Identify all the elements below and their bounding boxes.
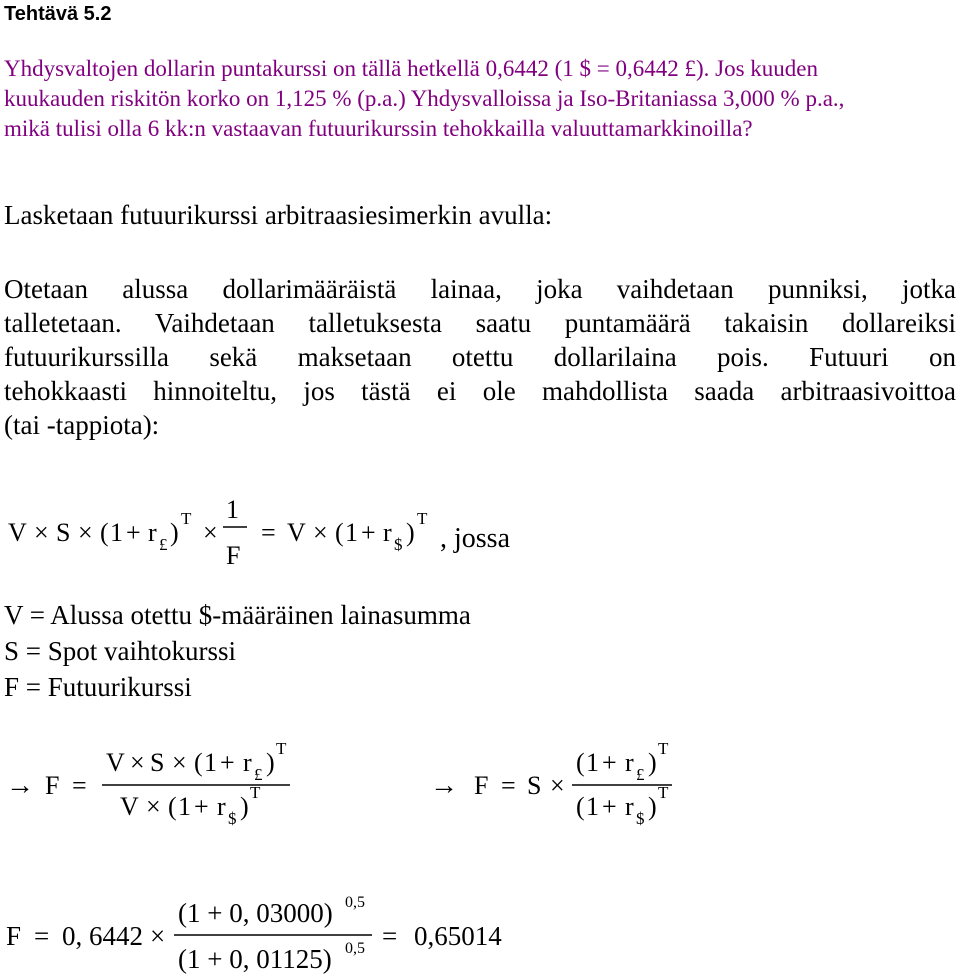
task-line: Yhdysvaltojen dollarin puntakurssi on tällä hetkellä 0,6442 (1 $ = 0,6442 £). Jos kuuden [4,56,819,81]
eq1-suffix: , jossa [440,523,510,554]
eq2-r: r [217,792,226,821]
eq1-pound-sub: £ [159,535,168,554]
eq3-num-exp: 0,5 [345,894,365,911]
eq1-frac-den: F [226,541,241,570]
eq1-close: ) [170,518,179,547]
eq1-close: ) [406,518,415,547]
paragraph-line: futuurikurssilla sekä maksetaan otettu dollarilaina pois. Futuuri on [4,342,956,372]
eq2b-f: F [474,771,489,800]
eq1-exp: T [417,509,428,528]
eq3-times: × [150,921,166,951]
eq2b-plus: + [602,748,617,777]
eq1-times: × [78,518,93,547]
eq1-one: 1 [345,518,358,547]
paragraph-line: talletetaan. Vaihdetaan talletuksesta saatu puntamäärä takaisin dollareiksi [4,308,956,338]
eq1-v: V [287,518,306,547]
task-line: kuukauden riskitön korko on 1,125 % (p.a.) Yhdysvalloissa ja Iso-Britaniassa 3,000 % p.a., [4,86,845,111]
eq2b-r: r [625,748,634,777]
eq2b-open: ( [576,792,585,821]
eq1-s: S [56,518,71,547]
eq1-frac-num: 1 [226,495,239,524]
eq1-r: r [383,518,392,547]
eq1-open: ( [335,518,344,547]
eq2b-r: r [625,792,634,821]
eq2-exp: T [276,739,287,758]
eq1-open: ( [100,518,109,547]
eq2-open: ( [194,748,203,777]
eq2b-close: ) [648,792,657,821]
eq2b-s: S [527,771,542,800]
definition-s: S = Spot vaihtokurssi [4,636,237,666]
eq3-den-exp: 0,5 [345,940,365,957]
derivation-step-2 [430,739,672,828]
eq2-open: ( [168,792,177,821]
eq1-exp: T [181,509,192,528]
eq2b-close: ) [648,748,657,777]
eq2b-pound-sub: £ [636,765,645,784]
eq2b-exp: T [658,783,669,802]
eq1-v: V [8,518,27,547]
eq2b-one: 1 [586,792,599,821]
eq1-times: × [203,518,218,547]
page-title: Tehtävä 5.2 [4,3,112,25]
eq2-eq: = [72,771,87,800]
eq2-one: 1 [178,792,191,821]
eq2-times: × [130,748,145,777]
eq2-f: F [45,771,60,800]
eq3-eq: = [382,921,398,951]
eq1-plus: + [361,518,376,547]
eq2b-open: ( [576,748,585,777]
eq3-numerator: (1 + 0, 03000) [178,898,333,928]
eq1-times: × [313,518,328,547]
eq2b-one: 1 [586,748,599,777]
arbitrage-equation [8,495,511,570]
task-line: mikä tulisi olla 6 kk:n vastaavan futuurikurssin tehokkailla valuuttamarkkinoilla? [4,116,753,141]
eq3-eq: = [34,921,50,951]
paragraph-line: tehokkaasti hinnoiteltu, jos tästä ei ole mahdollista saada arbitraasivoittoa [4,376,956,406]
arrow-icon: → [6,770,34,801]
eq2-times: × [172,748,187,777]
eq1-eq: = [261,518,276,547]
eq2-plus: + [194,792,209,821]
eq3-spot: 0, 6442 [62,921,143,951]
definition-f: F = Futuurikurssi [4,672,192,702]
eq2-s: S [150,748,165,777]
eq2-close: ) [266,748,275,777]
eq2-plus: + [220,748,235,777]
intro-text: Lasketaan futuurikurssi arbitraasiesimerkin avulla: [4,200,553,230]
eq1-r: r [148,518,157,547]
eq2-v: V [106,748,125,777]
eq2b-times: × [550,771,565,800]
derivation-step-1 [6,739,290,828]
eq2-r: r [243,748,252,777]
eq2-pound-sub: £ [254,765,263,784]
eq2-v: V [120,792,139,821]
eq2-times: × [146,792,161,821]
eq2-dollar-sub: $ [228,809,237,828]
eq3-f: F [6,921,22,951]
paragraph-line: Otetaan alussa dollarimääräistä lainaa, joka vaihdetaan punniksi, jotka [4,274,956,304]
eq3-denominator: (1 + 0, 01125) [178,944,332,974]
eq2-close: ) [240,792,249,821]
arrow-icon: → [430,770,458,801]
eq1-one: 1 [110,518,123,547]
eq1-times: × [34,518,49,547]
eq2b-plus: + [602,792,617,821]
eq2-one: 1 [204,748,217,777]
numeric-calculation [6,894,502,974]
eq2-exp: T [250,783,261,802]
eq2b-dollar-sub: $ [636,809,645,828]
paragraph-line: (tai -tappiota): [4,410,160,440]
eq1-dollar-sub: $ [394,535,403,554]
eq2b-exp: T [658,739,669,758]
definition-v: V = Alussa otettu $-määräinen lainasumma [4,600,471,630]
eq3-result: 0,65014 [414,921,502,951]
eq1-plus: + [126,518,141,547]
eq2b-eq: = [501,771,516,800]
